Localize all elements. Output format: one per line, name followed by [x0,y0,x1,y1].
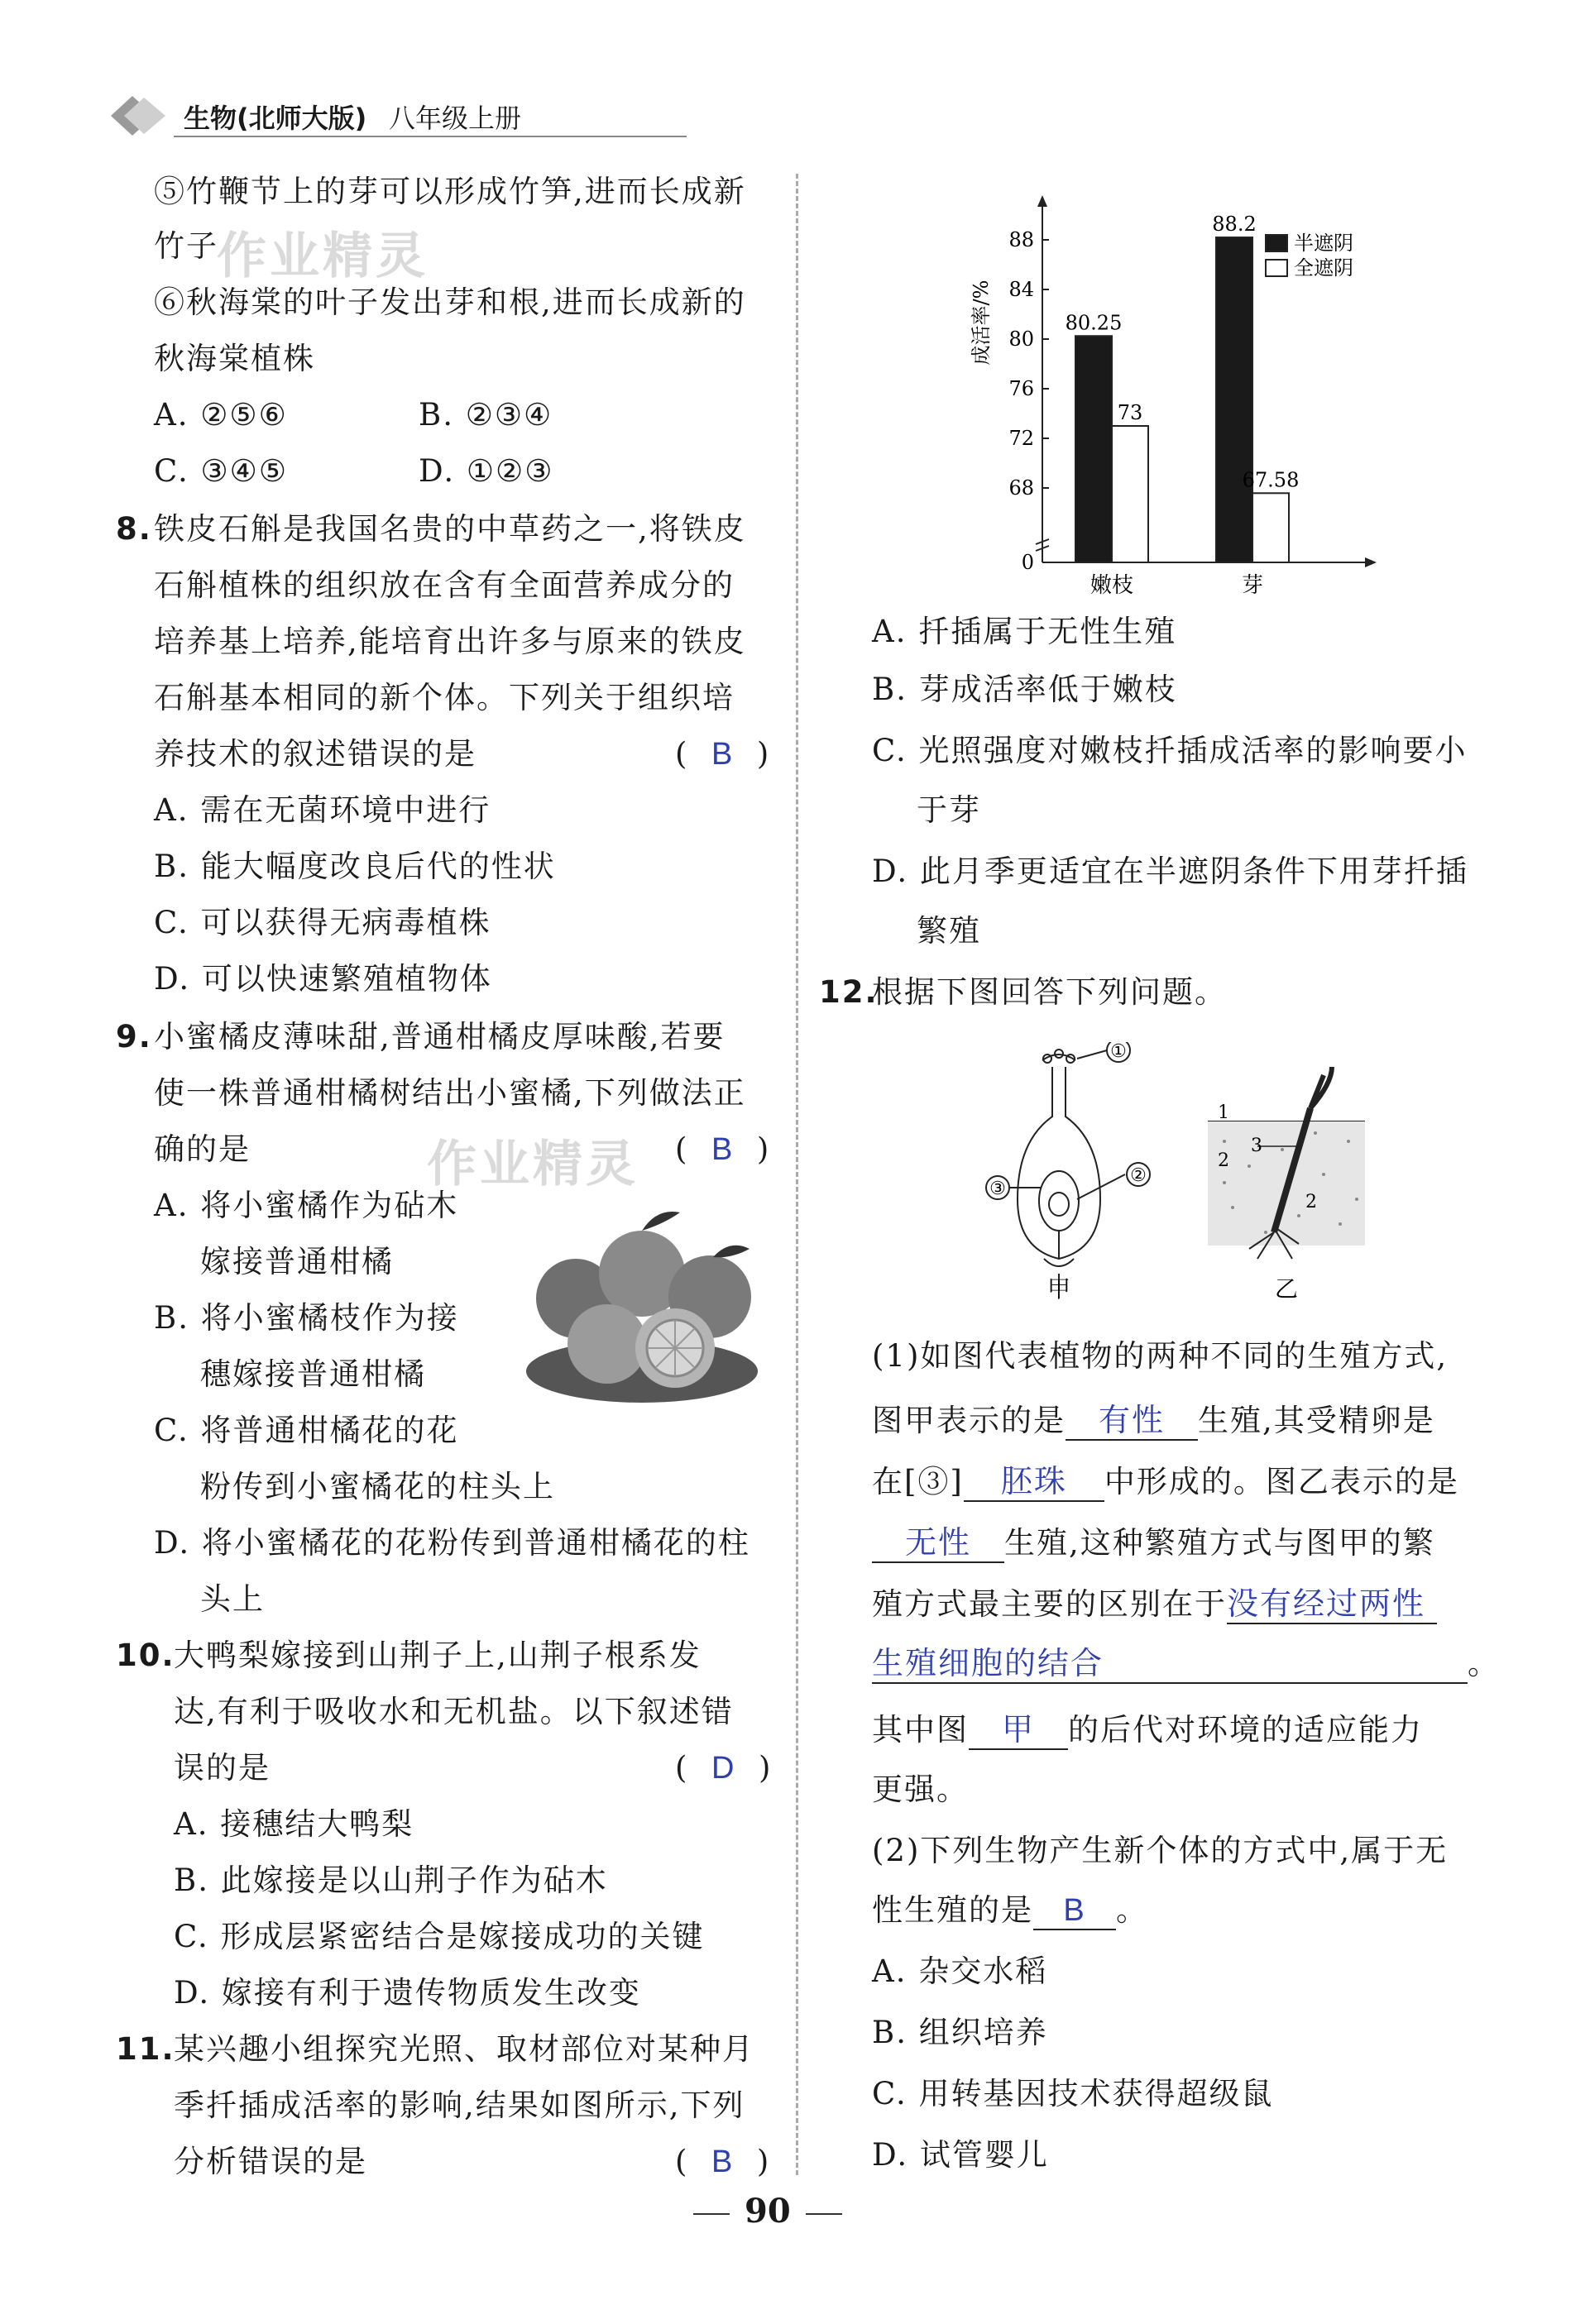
q11-choice-d-1: D. 此月季更适宜在半遮阴条件下用芽扦插 [872,854,1468,889]
text: 中形成的。图乙表示的是 [1104,1464,1459,1499]
q12-stem: 根据下图回答下列问题。 [872,974,1227,1010]
text: 生殖,这种繁殖方式与图甲的繁 [1004,1525,1435,1561]
q9-stem-3: 确的是 [154,1131,251,1167]
q7-option-6-cont: 秋海棠植株 [154,341,315,376]
legend-swatch [1266,235,1287,251]
q7-option-5: ⑤竹鞭节上的芽可以形成竹笋,进而长成新 [154,174,746,209]
text: 在[③] [872,1464,964,1499]
q12-p2-line2 [872,1892,1148,1930]
answer-difference-1: 没有经过两性 [1227,1587,1426,1622]
data-label: 80.25 [1065,311,1123,335]
q10-stem-1: 大鸭梨嫁接到山荆子上,山荆子根系发 [174,1638,702,1673]
x-tick-label: 嫩枝 [1090,573,1134,598]
q12-p1-line8: 更强。 [872,1772,969,1807]
text: 的后代对环境的适应能力 [1068,1712,1423,1748]
q11-stem-3: 分析错误的是 [174,2144,367,2179]
q9-choice-c-1: C. 将普通柑橘花的花 [154,1413,459,1448]
chart-bars [1075,237,1289,562]
page-number: 90 [745,2192,791,2231]
y-tick-label: 72 [1008,427,1034,450]
q9-answer-paren: ( B ) [675,1131,771,1167]
header-rule [174,136,687,137]
q11-choice-c-1: C. 光照强度对嫩枝扦插成活率的影响要小 [872,733,1468,768]
answer-blank [872,1646,1468,1684]
q12-p2-choice-c: C. 用转基因技术获得超级鼠 [872,2076,1274,2111]
q12-p2-choice-a: A. 杂交水稻 [872,1953,1048,1989]
text: 。 [1116,1892,1148,1928]
answer-blank [969,1712,1068,1750]
q7-choice-a: A. ②⑤⑥ [154,397,288,433]
answer-ovule: 胚珠 [1000,1465,1067,1499]
q8-stem-3: 培养基上培养,能培育出许多与原来的铁皮 [154,624,746,659]
q12-p2-choice-b: B. 组织培养 [872,2015,1048,2050]
q12-p1-line1: (1)如图代表植物的两种不同的生殖方式, [872,1338,1449,1374]
q8-choice-c: C. 可以获得无病毒植株 [154,905,491,940]
q12-p1-line6 [872,1646,1500,1684]
q10-stem-3: 误的是 [174,1750,271,1786]
book-logo-icon [108,93,170,139]
data-label: 88.2 [1212,213,1257,236]
q11-number: 11. [116,2031,175,2067]
book-title: 生物(北师大版) [184,103,367,134]
q11-stem-2: 季扦插成活率的影响,结果如图所示,下列 [174,2087,745,2123]
q9-choice-a-1: A. 将小蜜橘作为砧木 [154,1188,459,1223]
y-tick-label: 76 [1008,377,1034,400]
q7-choice-d: D. ①②③ [419,453,554,489]
q10-stem-2: 达,有利于吸收水和无机盐。以下叙述错 [174,1694,734,1729]
text: 图甲表示的是 [872,1403,1066,1438]
q12-p1-line5 [872,1586,1437,1624]
q10-choice-a: A. 接穗结大鸭梨 [174,1806,414,1842]
q12-p1-line4 [872,1525,1435,1563]
q8-stem-4: 石斛基本相同的新个体。下列关于组织培 [154,680,735,715]
q7-choice-c: C. ③④⑤ [154,453,289,489]
q9-stem-2: 使一株普通柑橘树结出小蜜橘,下列做法正 [154,1075,746,1111]
answer-difference-2: 生殖细胞的结合 [872,1647,1104,1681]
figure-jia-label: 甲 [1046,1275,1071,1303]
q9-answer: B [711,1132,735,1167]
q9-choice-a-2: 嫁接普通柑橘 [200,1244,394,1279]
q9-number: 9. [116,1019,152,1054]
q8-choice-d: D. 可以快速繁殖植物体 [154,961,492,997]
q7-option-5-cont: 竹子 [154,228,218,264]
watermark: 作业精灵 [217,227,429,285]
q10-choice-b: B. 此嫁接是以山荆子作为砧木 [174,1863,608,1898]
q8-stem-5: 养技术的叙述错误的是 [154,736,477,772]
label-2: ② [1130,1165,1147,1186]
bar-半遮阴-嫩枝 [1075,336,1112,562]
y-tick-label: 80 [1008,328,1034,351]
q7-option-6: ⑥秋海棠的叶子发出芽和根,进而长成新的 [154,285,746,320]
q12-p1-line7 [872,1712,1423,1750]
label-stem-3: 3 [1251,1136,1262,1156]
chart-legend [1266,232,1353,280]
answer-sexual: 有性 [1098,1403,1165,1438]
q11-stem-1: 某兴趣小组探究光照、取材部位对某种月 [174,2031,754,2067]
data-label: 73 [1117,401,1143,424]
answer-asexual: 无性 [904,1526,971,1561]
y-axis-arrow [1037,195,1047,207]
answer-blank [1227,1586,1437,1624]
text: 生殖,其受精卵是 [1198,1403,1435,1438]
cutting-diagram [1208,1067,1365,1259]
q11-choice-d-2: 繁殖 [917,913,981,949]
footer-dash [806,2213,842,2215]
label-3: ③ [989,1179,1006,1199]
flower-pistil-diagram [1009,1050,1125,1290]
x-axis-arrow [1365,557,1377,567]
q8-stem-2: 石斛植株的组织放在含有全面营养成分的 [154,567,735,603]
reproduction-figure [984,1042,1382,1307]
q12-p2-choice-d: D. 试管婴儿 [872,2137,1049,2173]
q11-answer-paren: ( B ) [675,2144,771,2179]
q8-choice-a: A. 需在无菌环境中进行 [154,792,491,828]
q7-choice-b: B. ②③④ [419,397,553,433]
y-tick-label: 0 [1021,551,1034,574]
label-soil-2a: 2 [1218,1150,1229,1171]
answer-blank [1033,1892,1116,1930]
column-divider [796,174,798,2175]
y-tick-label: 88 [1008,228,1034,251]
survival-rate-chart [960,182,1406,612]
figure-yi-label: 乙 [1274,1275,1299,1303]
q12-p2-line1: (2)下列生物产生新个体的方式中,属于无 [872,1833,1449,1868]
answer-blank [1066,1403,1198,1441]
page-footer [678,2192,857,2231]
q12-p1-line3 [872,1464,1459,1502]
y-tick-label: 84 [1008,278,1034,301]
bar-全遮阴-嫩枝 [1112,426,1148,562]
watermark: 作业精灵 [427,1136,639,1193]
data-label: 67.58 [1242,468,1300,492]
q8-number: 8. [116,511,152,547]
tangerines-photo [518,1191,766,1408]
q11-choice-b: B. 芽成活率低于嫩枝 [872,672,1177,707]
q9-stem-1: 小蜜橘皮薄味甜,普通柑橘皮厚味酸,若要 [154,1019,726,1054]
grade-label: 八年级上册 [389,103,522,134]
text: 其中图 [872,1712,969,1748]
q8-answer-paren: ( B ) [675,736,771,772]
bar-半遮阴-芽 [1216,237,1252,562]
legend-label: 半遮阴 [1294,232,1353,255]
q9-choice-b-1: B. 将小蜜橘枝作为接 [154,1300,459,1336]
legend-label: 全遮阴 [1294,256,1353,280]
q9-choice-d-2: 头上 [200,1581,265,1617]
q10-number: 10. [116,1638,175,1673]
q8-answer: B [711,737,735,772]
q10-choice-d: D. 嫁接有利于遗传物质发生改变 [174,1975,641,2011]
q10-answer: D [711,1751,736,1786]
q11-choice-a: A. 扦插属于无性生殖 [872,614,1177,649]
q9-choice-d-1: D. 将小蜜橘花的花粉传到普通柑橘花的柱 [154,1525,750,1561]
answer-blank [964,1464,1104,1502]
bar-全遮阴-芽 [1252,493,1289,562]
label-1: ① [1110,1042,1127,1062]
answer-blank [872,1525,1004,1563]
x-tick-label: 芽 [1241,573,1264,598]
q9-choice-b-2: 穗嫁接普通柑橘 [200,1356,426,1392]
q12-p1-line2 [872,1403,1435,1441]
q12-number: 12. [819,974,879,1010]
page-header [108,93,1514,142]
q8-stem-1: 铁皮石斛是我国名贵的中草药之一,将铁皮 [154,511,746,547]
y-tick-label: 68 [1008,476,1034,500]
footer-dash [693,2213,730,2215]
q10-choice-c: C. 形成层紧密结合是嫁接成功的关键 [174,1919,705,1954]
text: 性生殖的是 [872,1892,1033,1928]
text: 。 [1468,1646,1500,1681]
q11-choice-c-2: 于芽 [917,792,981,828]
q9-choice-c-2: 粉传到小蜜橘花的柱头上 [200,1469,555,1504]
q10-answer-paren: ( D ) [675,1750,773,1786]
legend-swatch [1266,260,1287,276]
label-soil-1: 1 [1218,1102,1229,1123]
answer-p2: B [1063,1893,1086,1928]
answer-jia: 甲 [1001,1713,1035,1748]
q11-answer: B [711,2145,735,2179]
q8-choice-b: B. 能大幅度改良后代的性状 [154,849,556,884]
label-soil-2b: 2 [1305,1192,1317,1212]
text: 殖方式最主要的区别在于 [872,1586,1227,1622]
chart-y-axis-label: 成活率/% [970,280,993,366]
